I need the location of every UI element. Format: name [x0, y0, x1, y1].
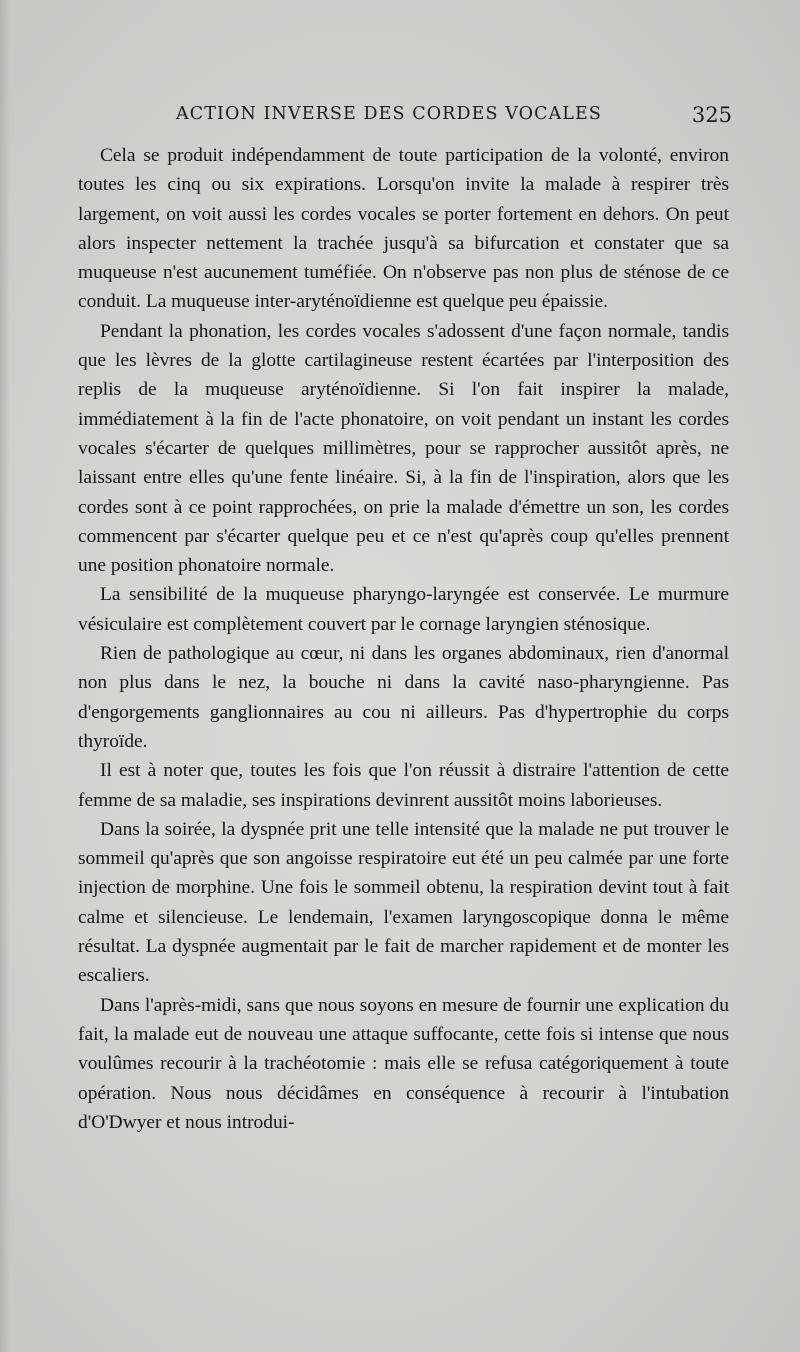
paragraph: Il est à noter que, toutes les fois que l'on réussit à distraire l'attention de cette femme de sa maladie, ses inspirations devinrent aussitôt moins laborieuses.	[78, 760, 729, 811]
page-number: 325	[691, 103, 732, 127]
paragraph: Cela se produit indépendamment de toute participation de la volonté, environ toutes les cinq ou six expirations. Lorsqu'on invite la malade à respirer très largement, on voit aussi les cordes vocales se porter fortement en dehors. On peut alors inspecter nettement la trachée jusqu'à sa bifurcation et constater que sa muqueuse n'est aucunement tuméfiée. On n'observe pas non plus de sténose de ce conduit. La muqueuse inter-aryténoïdienne est quelque peu épaissie.	[78, 145, 729, 313]
paragraph: Pendant la phonation, les cordes vocales s'adossent d'une façon normale, tandis que les lèvres de la glotte cartilagineuse restent écartées par l'interposition des replis de la muqueuse aryténoïdienne. Si l'on fait inspirer la malade, immédiatement à la fin de l'acte phonatoire, on voit pendant un instant les cordes vocales s'écarter de quelques millimètres, pour se rapprocher aussitôt après, ne laissant entre elles qu'une fente linéaire. Si, à la fin de l'inspiration, alors que les cordes sont à ce point rapprochées, on prie la malade d'émettre un son, les cordes commencent par s'écarter quelque peu et ce n'est qu'après coup qu'elles prennent une position phonatoire normale.	[78, 320, 729, 577]
page-edge-shadow	[0, 0, 10, 1352]
body-text	[78, 141, 729, 1137]
paragraph: Rien de pathologique au cœur, ni dans les organes abdominaux, rien d'anormal non plus dans le nez, la bouche ni dans la cavité naso-pharyngienne. Pas d'engorgements ganglionnaires au cou ni ailleurs. Pas d'hypertrophie du corps thyroïde.	[78, 643, 729, 752]
paragraph: Dans l'après-midi, sans que nous soyons en mesure de fournir une explication du fait, la malade eut de nouveau une attaque suffocante, cette fois si intense que nous voulûmes recourir à la trachéotomie : mais elle se refusa catégoriquement à toute opération. Nous nous décidâmes en conséquence à recourir à l'intubation d'O'Dwyer et nous introdui-	[78, 994, 729, 1133]
page-header	[176, 104, 732, 134]
paragraph: La sensibilité de la muqueuse pharyngo-laryngée est conservée. Le murmure vésiculaire est complètement couvert par le cornage laryngien sténosique.	[78, 584, 729, 635]
running-title: ACTION INVERSE DES CORDES VOCALES	[176, 104, 602, 124]
paragraph: Dans la soirée, la dyspnée prit une telle intensité que la malade ne put trouver le sommeil qu'après que son angoisse respiratoire eut été un peu calmée par une forte injection de morphine. Une fois le sommeil obtenu, la respiration devint tout à fait calme et silencieuse. Le lendemain, l'examen laryngoscopique donna le même résultat. La dyspnée augmentait par le fait de marcher rapidement et de monter les escaliers.	[78, 818, 729, 987]
